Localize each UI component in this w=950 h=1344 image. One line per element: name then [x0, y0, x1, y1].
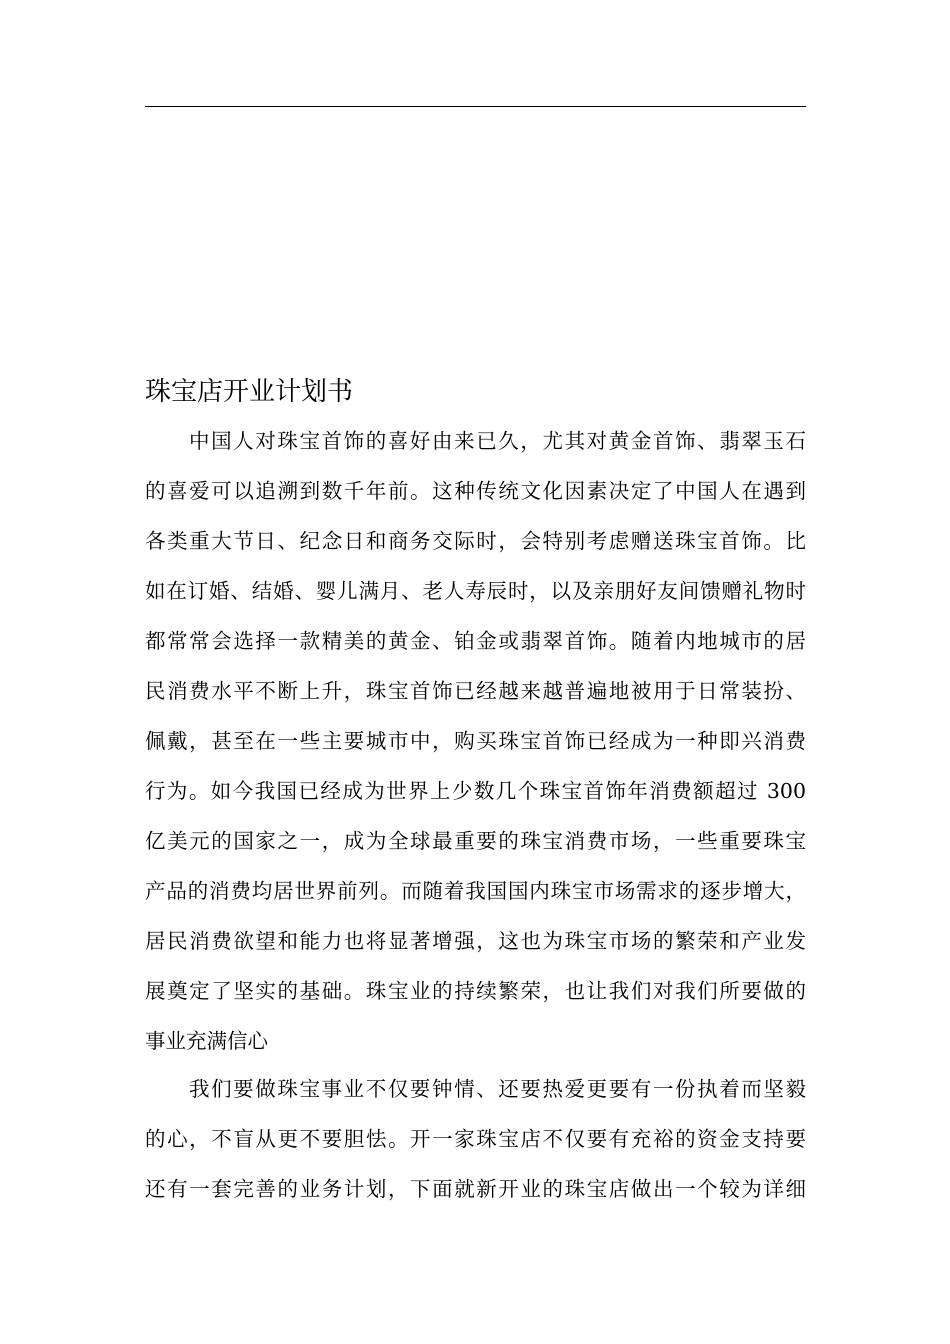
paragraph-line: 民消费水平不断上升，珠宝首饰已经越来越普遍地被用于日常装扮、: [145, 679, 806, 703]
paragraph-line: 佩戴，甚至在一些主要城市中，购买珠宝首饰已经成为一种即兴消费: [145, 729, 806, 753]
paragraph-2: [145, 1064, 806, 1214]
paragraph-line: 各类重大节日、纪念日和商务交际时，会特别考虑赠送珠宝首饰。比: [145, 529, 806, 553]
paragraph-line: 事业充满信心: [145, 1029, 268, 1053]
paragraph-line: 的喜爱可以追溯到数千年前。这种传统文化因素决定了中国人在遇到: [145, 479, 806, 503]
paragraph-line: 中国人对珠宝首饰的喜好由来已久，尤其对黄金首饰、翡翠玉石: [189, 429, 806, 453]
paragraph-line: 产品的消费均居世界前列。而随着我国国内珠宝市场需求的逐步增大，: [145, 879, 806, 903]
paragraph-1: [145, 416, 806, 1066]
paragraph-line: 我们要做珠宝事业不仅要钟情、还要热爱更要有一份执着而坚毅: [189, 1077, 806, 1101]
document-title: 珠宝店开业计划书: [145, 377, 354, 407]
paragraph-line: 居民消费欲望和能力也将显著增强，这也为珠宝市场的繁荣和产业发: [145, 929, 806, 953]
paragraph-line: 展奠定了坚实的基础。珠宝业的持续繁荣，也让我们对我们所要做的: [145, 979, 806, 1003]
paragraph-line: 行为。如今我国已经成为世界上少数几个珠宝首饰年消费额超过 300: [145, 779, 806, 803]
paragraph-line: 都常常会选择一款精美的黄金、铂金或翡翠首饰。随着内地城市的居: [145, 629, 806, 653]
paragraph-line: 如在订婚、结婚、婴儿满月、老人寿辰时，以及亲朋好友间馈赠礼物时: [145, 579, 806, 603]
header-rule: [145, 106, 806, 107]
paragraph-line: 亿美元的国家之一，成为全球最重要的珠宝消费市场，一些重要珠宝: [145, 829, 806, 853]
paragraph-line: 的心，不盲从更不要胆怯。开一家珠宝店不仅要有充裕的资金支持要: [145, 1127, 806, 1151]
paragraph-line: 还有一套完善的业务计划，下面就新开业的珠宝店做出一个较为详细: [145, 1177, 806, 1201]
